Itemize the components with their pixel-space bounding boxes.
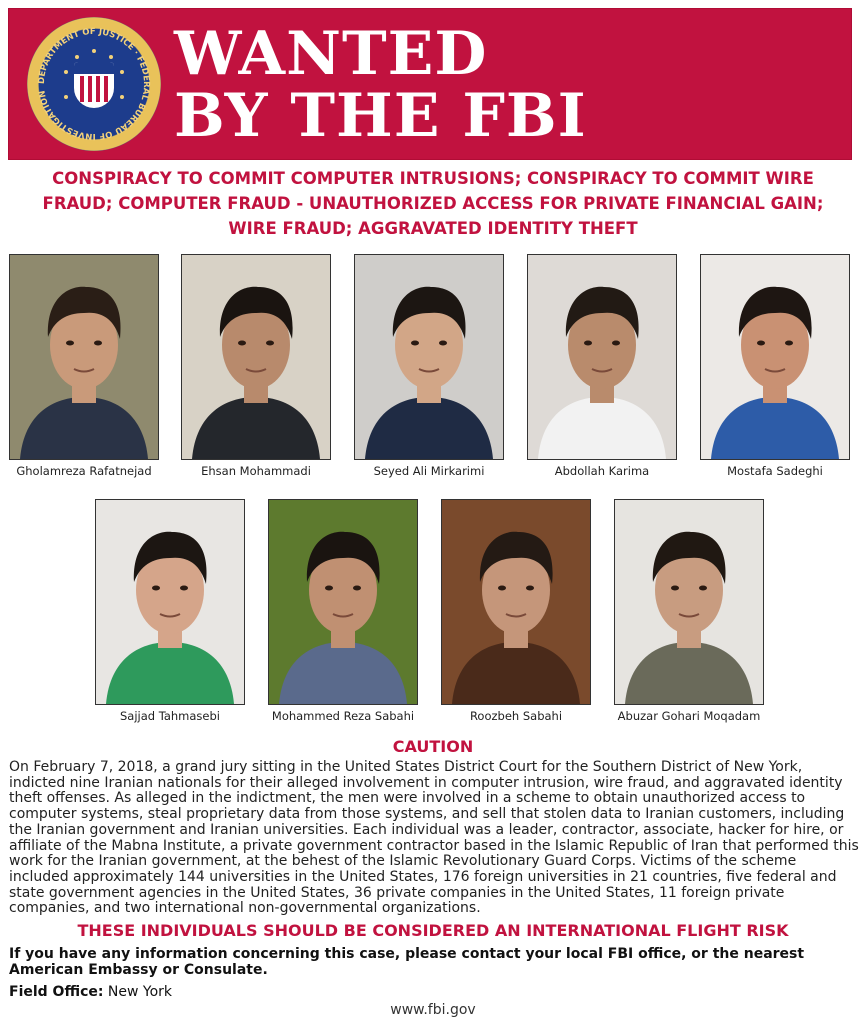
- suspect-photo: [354, 254, 504, 460]
- field-office: [9, 984, 172, 1000]
- suspect-photo: [268, 499, 418, 705]
- page-title: [174, 19, 587, 151]
- suspect-name: Roozbeh Sabahi: [469, 709, 563, 723]
- caution-description: On February 7, 2018, a grand jury sitting in the United States District Court for the Southern District of New York, indicted nine Iranian nationals for their alleged involvement in computer intrusion, wire fraud, and aggravated identity theft offenses. As alleged in the indictment, the men were involved in a scheme to obtain unauthorized access to computer systems, steal proprietary data from those systems, and sell that stolen data to Iranian customers, including the Iranian government and Iranian universities. Each individual was a leader, contractor, associate, hacker for hire, or affiliate of the Mabna Institute, a private government contractor based in the Islamic Republic of Iran that performed this work for the Iranian government, at the behest of the Islamic Revolutionary Guard Corps. Victims of the scheme included approximately 144 universities in the United States, 176 foreign universities in 21 countries, five federal and state government agencies in the United States, 36 private companies in the United States, 11 foreign private companies, and two international non-governmental organizations.: [9, 759, 859, 917]
- charges-line: WIRE FRAUD; AGGRAVATED IDENTITY THEFT: [228, 219, 638, 238]
- wanted-banner: [8, 8, 852, 160]
- flight-risk-warning: THESE INDIVIDUALS SHOULD BE CONSIDERED AN INTERNATIONAL FLIGHT RISK: [77, 921, 789, 940]
- suspect-name: Abuzar Gohari Moqadam: [617, 709, 761, 723]
- suspect-photo: [614, 499, 764, 705]
- charges-line: FRAUD; COMPUTER FRAUD - UNAUTHORIZED ACCESS FOR PRIVATE FINANCIAL GAIN;: [42, 194, 824, 213]
- suspect-name: Seyed Ali Mirkarimi: [373, 464, 485, 478]
- caution-heading: CAUTION: [392, 737, 474, 756]
- suspect-name: Abdollah Karima: [554, 464, 650, 478]
- suspect-photo: [700, 254, 850, 460]
- suspect-photo: [95, 499, 245, 705]
- title-line-1: WANTED: [174, 19, 488, 89]
- suspect-name: Sajjad Tahmasebi: [119, 709, 220, 723]
- seal-shield-icon: [74, 62, 114, 108]
- suspect-photo: [9, 254, 159, 460]
- contact-instructions: If you have any information concerning this case, please contact your local FBI office, or the nearest American Embassy or Consulate.: [9, 946, 805, 978]
- field-office-label: Field Office:: [9, 984, 104, 1000]
- fbi-seal-logo: [27, 17, 161, 151]
- title-line-2: BY THE FBI: [174, 81, 587, 151]
- charges-line: CONSPIRACY TO COMMIT COMPUTER INTRUSIONS; CONSPIRACY TO COMMIT WIRE: [52, 169, 814, 188]
- fbi-website-link[interactable]: www.fbi.gov: [390, 1002, 476, 1018]
- suspect-photo: [441, 499, 591, 705]
- suspect-photo: [527, 254, 677, 460]
- suspect-name: Mostafa Sadeghi: [727, 464, 823, 478]
- suspect-photo: [181, 254, 331, 460]
- charges-list: [0, 166, 866, 241]
- suspect-name: Gholamreza Rafatnejad: [16, 464, 152, 478]
- field-office-value: New York: [107, 984, 173, 1000]
- suspect-name: Mohammed Reza Sabahi: [271, 709, 415, 723]
- suspect-name: Ehsan Mohammadi: [201, 464, 311, 478]
- svg-text:DEPARTMENT OF JUSTICE · FEDERA: DEPARTMENT OF JUSTICE · FEDERAL BUREAU OF INVESTIGATION: [36, 26, 152, 142]
